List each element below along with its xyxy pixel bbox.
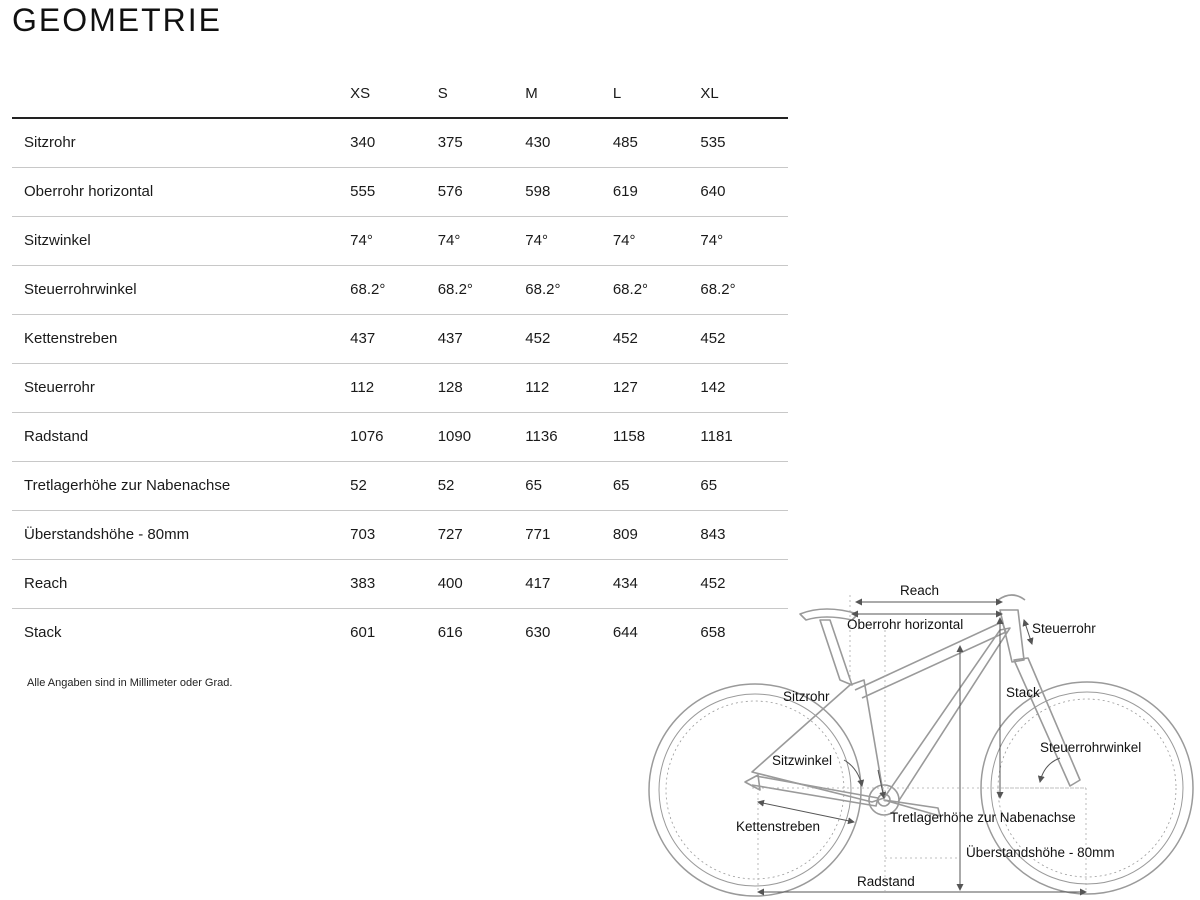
cell-l: 68.2° bbox=[612, 281, 649, 298]
cell-xl: 535 bbox=[700, 134, 726, 152]
label-oberrohr-horizontal: Oberrohr horizontal bbox=[847, 617, 964, 632]
header-empty bbox=[12, 70, 350, 118]
cell-xs: 52 bbox=[350, 477, 367, 494]
header-size-s: S bbox=[437, 85, 448, 102]
table-row bbox=[12, 167, 788, 216]
cell-s: 616 bbox=[437, 624, 463, 642]
cell-l: 452 bbox=[612, 330, 638, 347]
cell-m: 68.2° bbox=[525, 281, 561, 298]
cell-xs: 68.2° bbox=[350, 281, 386, 298]
cell-l: 74° bbox=[612, 232, 636, 249]
cell-m: 630 bbox=[525, 624, 551, 642]
cell-xs: 383 bbox=[350, 575, 376, 592]
row-label: Kettenstreben bbox=[24, 330, 118, 347]
row-label: Radstand bbox=[24, 428, 89, 445]
label-reach: Reach bbox=[900, 583, 940, 598]
cell-m: 74° bbox=[525, 232, 548, 249]
cell-xs: 555 bbox=[350, 183, 376, 200]
row-label: Reach bbox=[24, 575, 68, 592]
cell-xl: 452 bbox=[700, 330, 726, 347]
cell-s: 128 bbox=[437, 379, 463, 396]
table-row bbox=[12, 510, 788, 559]
cell-l: 127 bbox=[612, 379, 638, 396]
cell-s: 437 bbox=[437, 330, 463, 347]
cell-m: 771 bbox=[525, 526, 551, 543]
cell-xl: 658 bbox=[700, 624, 726, 642]
cell-l: 1158 bbox=[612, 428, 646, 445]
cell-l: 485 bbox=[612, 134, 638, 152]
geometry-table bbox=[12, 70, 788, 657]
row-label: Steuerrohrwinkel bbox=[24, 281, 137, 298]
label-sitzwinkel: Sitzwinkel bbox=[772, 753, 833, 768]
cell-s: 1090 bbox=[437, 428, 472, 445]
cell-xs: 601 bbox=[350, 624, 376, 642]
cell-l: 65 bbox=[612, 477, 630, 494]
header-size-l: L bbox=[612, 85, 622, 102]
header-size-xl: XL bbox=[700, 85, 719, 102]
table-row bbox=[12, 412, 788, 461]
cell-l: 619 bbox=[612, 183, 638, 200]
units-note: Alle Angaben sind in Millimeter oder Grad. bbox=[27, 677, 233, 689]
label-ueberstandshoehe: Überstandshöhe - 80mm bbox=[966, 845, 1115, 860]
label-kettenstreben: Kettenstreben bbox=[736, 819, 821, 834]
cell-s: 74° bbox=[437, 232, 461, 249]
label-radstand: Radstand bbox=[857, 874, 915, 889]
cell-s: 375 bbox=[437, 134, 463, 152]
cell-s: 400 bbox=[437, 575, 463, 592]
row-label: Sitzwinkel bbox=[24, 232, 91, 249]
label-tretlagerhoehe: Tretlagerhöhe zur Nabenachse bbox=[890, 810, 1076, 825]
cell-m: 65 bbox=[525, 477, 542, 494]
table-header-row bbox=[12, 70, 788, 118]
header-size-m: M bbox=[525, 85, 538, 102]
row-label: Überstandshöhe - 80mm bbox=[24, 526, 190, 543]
cell-xs: 340 bbox=[350, 134, 376, 152]
table-row bbox=[12, 363, 788, 412]
label-steuerrohrwinkel: Steuerrohrwinkel bbox=[1040, 740, 1142, 755]
row-label: Steuerrohr bbox=[24, 379, 95, 396]
cell-m: 452 bbox=[525, 330, 551, 347]
cell-l: 644 bbox=[612, 624, 638, 642]
cell-xl: 65 bbox=[700, 477, 718, 494]
cell-m: 1136 bbox=[525, 428, 558, 445]
table-row bbox=[12, 118, 788, 167]
cell-m: 598 bbox=[525, 183, 551, 200]
label-sitzrohr: Sitzrohr bbox=[783, 689, 830, 704]
cell-s: 52 bbox=[437, 477, 455, 494]
bike-geometry-diagram bbox=[640, 570, 1200, 900]
label-stack: Stack bbox=[1006, 685, 1040, 700]
table-row bbox=[12, 216, 788, 265]
row-label: Stack bbox=[24, 624, 62, 642]
cell-m: 112 bbox=[525, 379, 550, 396]
cell-m: 417 bbox=[525, 575, 551, 592]
cell-xl: 142 bbox=[700, 379, 726, 396]
cell-xs: 1076 bbox=[350, 428, 384, 445]
header-size-xs: XS bbox=[350, 85, 371, 102]
cell-xl: 68.2° bbox=[700, 281, 736, 298]
cell-l: 809 bbox=[612, 526, 638, 543]
cell-m: 430 bbox=[525, 134, 551, 152]
row-label: Sitzrohr bbox=[24, 134, 76, 152]
cell-xl: 74° bbox=[700, 232, 724, 249]
table-row bbox=[12, 461, 788, 510]
cell-xl: 843 bbox=[700, 526, 726, 543]
page-title: GEOMETRIE bbox=[12, 2, 223, 38]
cell-xs: 703 bbox=[350, 526, 376, 543]
cell-xs: 74° bbox=[350, 232, 373, 249]
cell-s: 576 bbox=[437, 183, 463, 200]
cell-s: 68.2° bbox=[437, 281, 473, 298]
label-steuerrohr: Steuerrohr bbox=[1032, 621, 1096, 636]
table-row bbox=[12, 314, 788, 363]
table-row bbox=[12, 265, 788, 314]
cell-xl: 640 bbox=[700, 183, 726, 200]
cell-xl: 1181 bbox=[700, 428, 733, 445]
cell-l: 434 bbox=[612, 575, 638, 592]
cell-xs: 112 bbox=[350, 379, 375, 396]
cell-xs: 437 bbox=[350, 330, 376, 347]
row-label: Oberrohr horizontal bbox=[24, 183, 154, 200]
cell-s: 727 bbox=[437, 526, 463, 543]
cell-xl: 452 bbox=[700, 575, 726, 592]
row-label: Tretlagerhöhe zur Nabenachse bbox=[24, 477, 231, 494]
